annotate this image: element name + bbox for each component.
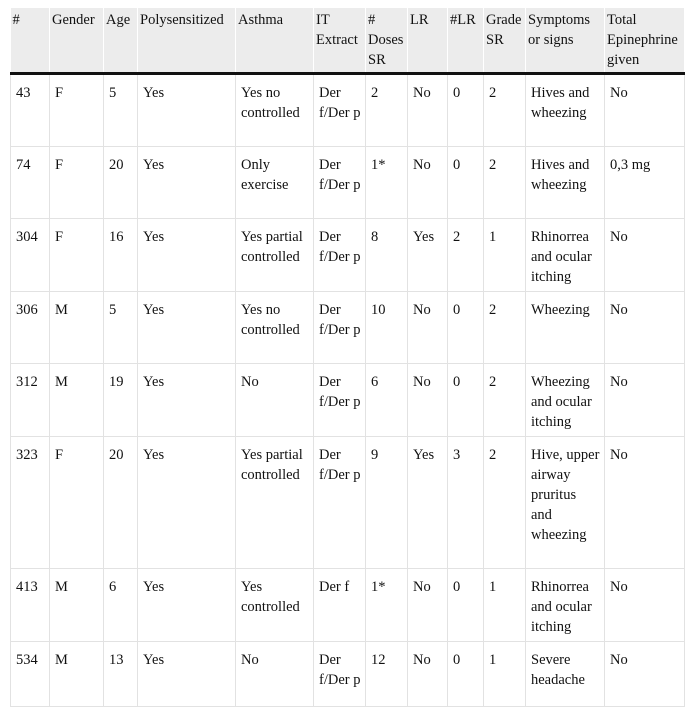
col-header-lr: LR	[408, 8, 448, 74]
table-row	[11, 569, 685, 642]
cell-gender: F	[50, 147, 104, 219]
cell-lr: No	[408, 642, 448, 707]
table-row	[11, 74, 685, 147]
cell-it-extract: Der f/Der p	[314, 364, 366, 437]
cell-asthma: No	[236, 642, 314, 707]
cell-epinephrine: No	[605, 569, 685, 642]
cell-it-extract: Der f/Der p	[314, 147, 366, 219]
cell-it-extract: Der f/Der p	[314, 74, 366, 147]
cell-polysensitized: Yes	[138, 569, 236, 642]
cell-age: 13	[104, 642, 138, 707]
cell-epinephrine: No	[605, 642, 685, 707]
cell-lr: No	[408, 364, 448, 437]
cell-epinephrine: No	[605, 292, 685, 364]
cell-polysensitized: Yes	[138, 642, 236, 707]
table-row	[11, 219, 685, 292]
cell-polysensitized: Yes	[138, 364, 236, 437]
cell-lr-count: 0	[448, 642, 484, 707]
cell-id: 413	[11, 569, 50, 642]
cell-lr-count: 0	[448, 147, 484, 219]
cell-symptoms: Severe headache	[526, 642, 605, 707]
cell-epinephrine: No	[605, 74, 685, 147]
cell-it-extract: Der f/Der p	[314, 437, 366, 569]
cell-grade-sr: 2	[484, 292, 526, 364]
cell-lr-count: 0	[448, 74, 484, 147]
cell-id: 312	[11, 364, 50, 437]
col-header-it-extract: IT Extract	[314, 8, 366, 74]
cell-lr: No	[408, 147, 448, 219]
cell-lr-count: 0	[448, 364, 484, 437]
cell-asthma: Yes no controlled	[236, 74, 314, 147]
col-header-symptoms: Symptoms or signs	[526, 8, 605, 74]
cell-symptoms: Wheezing	[526, 292, 605, 364]
cell-polysensitized: Yes	[138, 147, 236, 219]
cell-epinephrine: No	[605, 437, 685, 569]
cell-grade-sr: 2	[484, 74, 526, 147]
cell-lr-count: 3	[448, 437, 484, 569]
cell-doses-sr: 2	[366, 74, 408, 147]
cell-gender: M	[50, 292, 104, 364]
table-row	[11, 642, 685, 707]
cell-gender: F	[50, 219, 104, 292]
cell-lr-count: 2	[448, 219, 484, 292]
cell-gender: M	[50, 364, 104, 437]
cell-doses-sr: 1*	[366, 147, 408, 219]
cell-polysensitized: Yes	[138, 219, 236, 292]
cell-it-extract: Der f	[314, 569, 366, 642]
cell-asthma: Yes partial controlled	[236, 437, 314, 569]
cell-age: 5	[104, 292, 138, 364]
cell-doses-sr: 10	[366, 292, 408, 364]
cell-symptoms: Wheezing and ocular itching	[526, 364, 605, 437]
cell-grade-sr: 2	[484, 147, 526, 219]
cell-grade-sr: 1	[484, 569, 526, 642]
col-header-doses-sr: # Doses SR	[366, 8, 408, 74]
col-header-lr-count: #LR	[448, 8, 484, 74]
cell-gender: M	[50, 569, 104, 642]
cell-polysensitized: Yes	[138, 292, 236, 364]
cell-age: 20	[104, 437, 138, 569]
cell-asthma: Yes partial controlled	[236, 219, 314, 292]
col-header-grade-sr: Grade SR	[484, 8, 526, 74]
col-header-age: Age	[104, 8, 138, 74]
cell-epinephrine: No	[605, 219, 685, 292]
cell-id: 304	[11, 219, 50, 292]
cell-polysensitized: Yes	[138, 74, 236, 147]
cell-age: 19	[104, 364, 138, 437]
table-row	[11, 147, 685, 219]
table-row	[11, 437, 685, 569]
cell-id: 306	[11, 292, 50, 364]
cell-lr: No	[408, 74, 448, 147]
cell-symptoms: Hives and wheezing	[526, 74, 605, 147]
cell-id: 74	[11, 147, 50, 219]
cell-grade-sr: 1	[484, 219, 526, 292]
cell-asthma: Yes no controlled	[236, 292, 314, 364]
col-header-epinephrine: Total Epinephrine given	[605, 8, 685, 74]
cell-it-extract: Der f/Der p	[314, 292, 366, 364]
cell-doses-sr: 1*	[366, 569, 408, 642]
cell-lr: No	[408, 569, 448, 642]
cell-doses-sr: 8	[366, 219, 408, 292]
cell-grade-sr: 2	[484, 364, 526, 437]
cell-lr-count: 0	[448, 569, 484, 642]
col-header-asthma: Asthma	[236, 8, 314, 74]
cell-it-extract: Der f/Der p	[314, 642, 366, 707]
cell-age: 6	[104, 569, 138, 642]
cell-symptoms: Hives and wheezing	[526, 147, 605, 219]
cell-gender: M	[50, 642, 104, 707]
col-header-id: #	[11, 8, 50, 74]
cell-lr-count: 0	[448, 292, 484, 364]
cell-age: 5	[104, 74, 138, 147]
cell-gender: F	[50, 74, 104, 147]
cell-doses-sr: 6	[366, 364, 408, 437]
table-row	[11, 364, 685, 437]
cell-asthma: No	[236, 364, 314, 437]
cell-symptoms: Rhinorrea and ocular itching	[526, 219, 605, 292]
cell-epinephrine: No	[605, 364, 685, 437]
cell-grade-sr: 1	[484, 642, 526, 707]
cell-age: 20	[104, 147, 138, 219]
cell-lr: No	[408, 292, 448, 364]
cell-symptoms: Hive, upper airway pruritus and wheezing	[526, 437, 605, 569]
cell-id: 43	[11, 74, 50, 147]
header-row	[11, 8, 685, 74]
cell-age: 16	[104, 219, 138, 292]
cell-asthma: Only exercise	[236, 147, 314, 219]
cell-symptoms: Rhinorrea and ocular itching	[526, 569, 605, 642]
cell-polysensitized: Yes	[138, 437, 236, 569]
cell-lr: Yes	[408, 437, 448, 569]
cell-doses-sr: 9	[366, 437, 408, 569]
cell-epinephrine: 0,3 mg	[605, 147, 685, 219]
cell-id: 323	[11, 437, 50, 569]
patients-table	[10, 8, 685, 707]
cell-gender: F	[50, 437, 104, 569]
cell-asthma: Yes controlled	[236, 569, 314, 642]
cell-grade-sr: 2	[484, 437, 526, 569]
col-header-gender: Gender	[50, 8, 104, 74]
col-header-polysensitized: Polysensitized	[138, 8, 236, 74]
table-row	[11, 292, 685, 364]
cell-lr: Yes	[408, 219, 448, 292]
cell-doses-sr: 12	[366, 642, 408, 707]
cell-id: 534	[11, 642, 50, 707]
cell-it-extract: Der f/Der p	[314, 219, 366, 292]
